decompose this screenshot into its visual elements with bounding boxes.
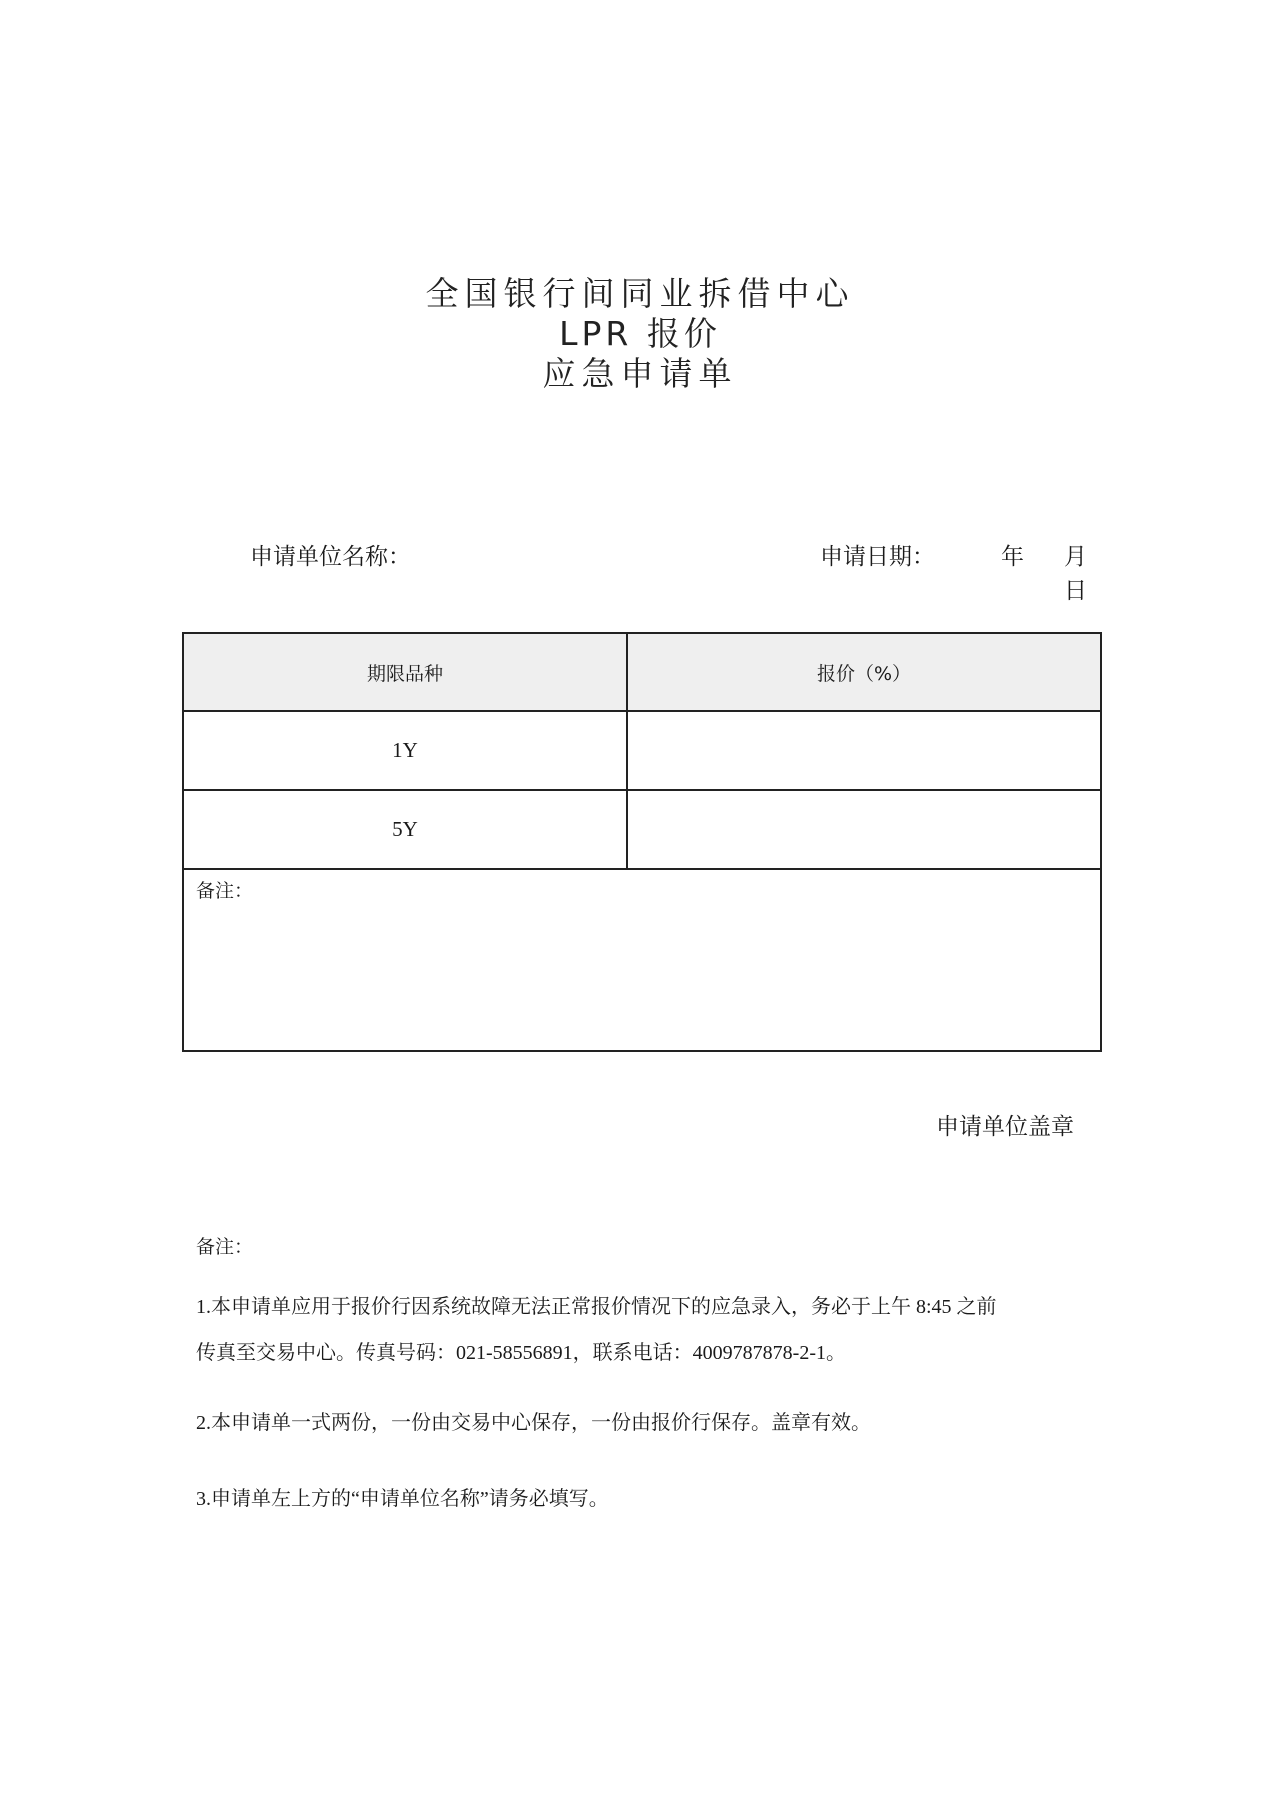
application-date-label: 申请日期： [820, 544, 935, 570]
note-item-1-line-1: 1.本申请单应用于报价行因系统故障无法正常报价情况下的应急录入，务必于上午 8:45 之前 [196, 1296, 997, 1318]
column-header-term: 期限品种 [183, 633, 627, 711]
title-line-2: LPR 报价 [559, 314, 721, 353]
table-row [183, 790, 1101, 869]
title-line-1: 全国银行间同业拆借中心 [425, 274, 855, 313]
note-item-3: 3.申请单左上方的“申请单位名称”请务必填写。 [196, 1488, 609, 1510]
applicant-unit-label: 申请单位名称： [250, 544, 411, 570]
quote-table [182, 632, 1102, 1052]
note-item-1-line-2: 传真至交易中心。传真号码：021-58556891，联系电话：4009787878-2-1。 [196, 1342, 846, 1364]
day-label: 日 [1064, 578, 1087, 604]
remark-cell[interactable] [183, 869, 1101, 1051]
remark-label: 备注： [196, 880, 254, 902]
note-item-2: 2.本申请单一式两份，一份由交易中心保存，一份由报价行保存。盖章有效。 [196, 1412, 871, 1434]
remark-row [183, 869, 1101, 1051]
notes-heading: 备注： [196, 1236, 254, 1258]
quote-cell-1y[interactable] [627, 711, 1101, 790]
year-label: 年 [1001, 544, 1024, 570]
month-label: 月 [1064, 544, 1087, 570]
table-header-row [183, 633, 1101, 711]
column-header-quote: 报价（%） [627, 633, 1101, 711]
term-cell: 5Y [183, 790, 627, 869]
title-line-3: 应急申请单 [542, 354, 738, 393]
seal-label: 申请单位盖章 [936, 1114, 1074, 1140]
quote-cell-5y[interactable] [627, 790, 1101, 869]
table-row [183, 711, 1101, 790]
term-cell: 1Y [183, 711, 627, 790]
